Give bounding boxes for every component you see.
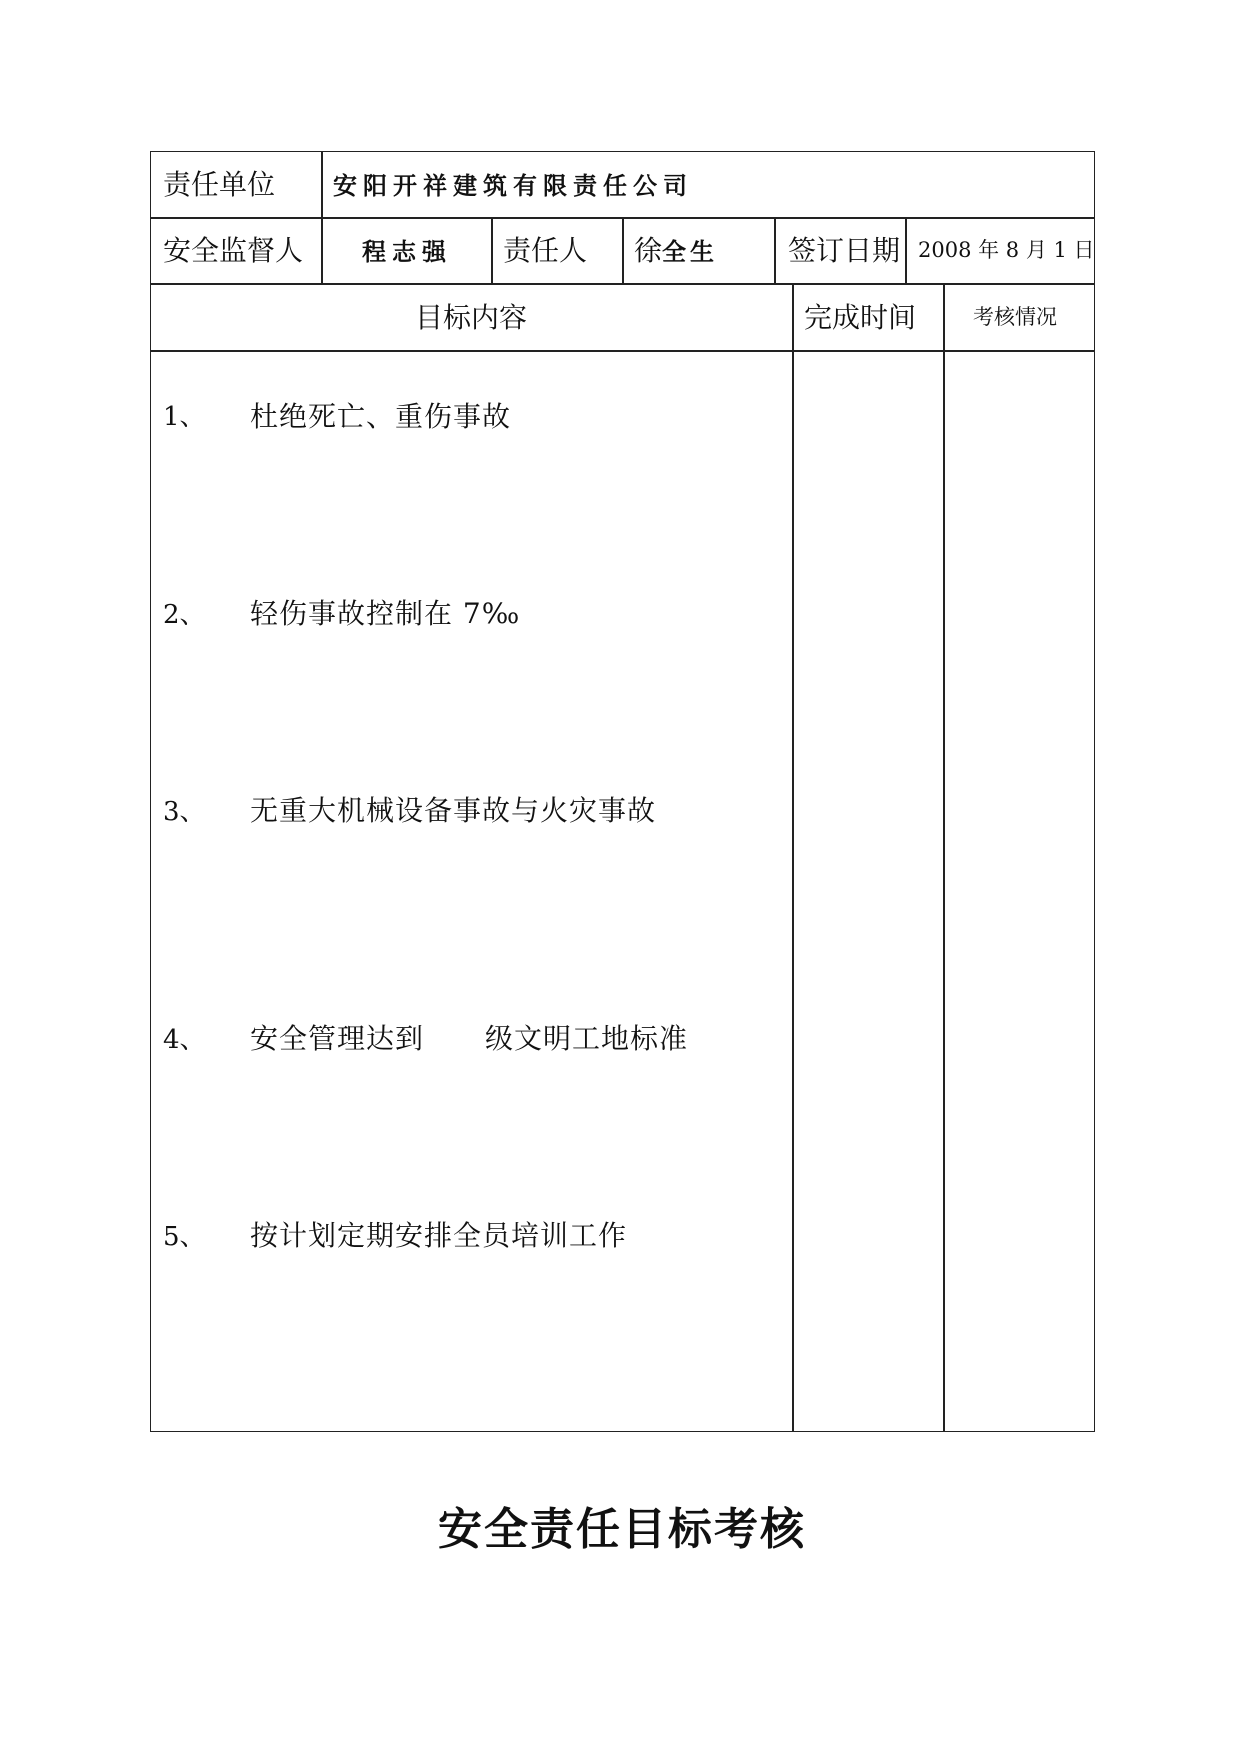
- content-column-header: 目标内容: [415, 301, 528, 334]
- item-number: 2、: [163, 600, 206, 630]
- sign-date-value: 2008 年 8 月 1 日: [918, 238, 1095, 262]
- supervisor-value: 程志强: [362, 237, 452, 266]
- col-divider: [622, 217, 624, 283]
- responsible-value-prefix: 徐: [634, 234, 663, 267]
- item-number: 4、: [163, 1025, 206, 1055]
- item-number: 5、: [163, 1222, 206, 1252]
- item-text: 安全管理达到: [250, 1022, 425, 1055]
- item-text: 无重大机械设备事故与火灾事故: [250, 794, 657, 827]
- col-divider: [491, 217, 493, 283]
- unit-value: 安阳开祥建筑有限责任公司: [333, 171, 693, 200]
- item-text: 杜绝死亡、重伤事故: [250, 400, 512, 433]
- item-text-continued: 级文明工地标准: [485, 1022, 689, 1055]
- responsible-label: 责任人: [503, 234, 588, 267]
- unit-label: 责任单位: [163, 168, 276, 201]
- item-text: 按计划定期安排全员培训工作: [250, 1219, 628, 1252]
- col-divider: [792, 283, 794, 1432]
- page-title: 安全责任目标考核: [438, 1504, 806, 1555]
- col-divider: [321, 151, 323, 284]
- supervisor-label: 安全监督人: [163, 234, 304, 267]
- col-divider: [943, 283, 945, 1432]
- col-divider: [774, 217, 776, 283]
- row-divider: [150, 283, 1095, 285]
- col-divider: [905, 217, 907, 283]
- responsible-value: [634, 234, 719, 267]
- responsible-value-rest: 全生: [662, 237, 719, 266]
- completion-time-column-header: 完成时间: [804, 301, 917, 334]
- item-number: 3、: [163, 797, 206, 827]
- row-divider: [150, 350, 1095, 352]
- sign-date-label: 签订日期: [788, 234, 901, 267]
- assessment-column-header: 考核情况: [973, 305, 1057, 329]
- item-text: 轻伤事故控制在 7‰: [250, 597, 521, 630]
- item-number: 1、: [163, 402, 206, 432]
